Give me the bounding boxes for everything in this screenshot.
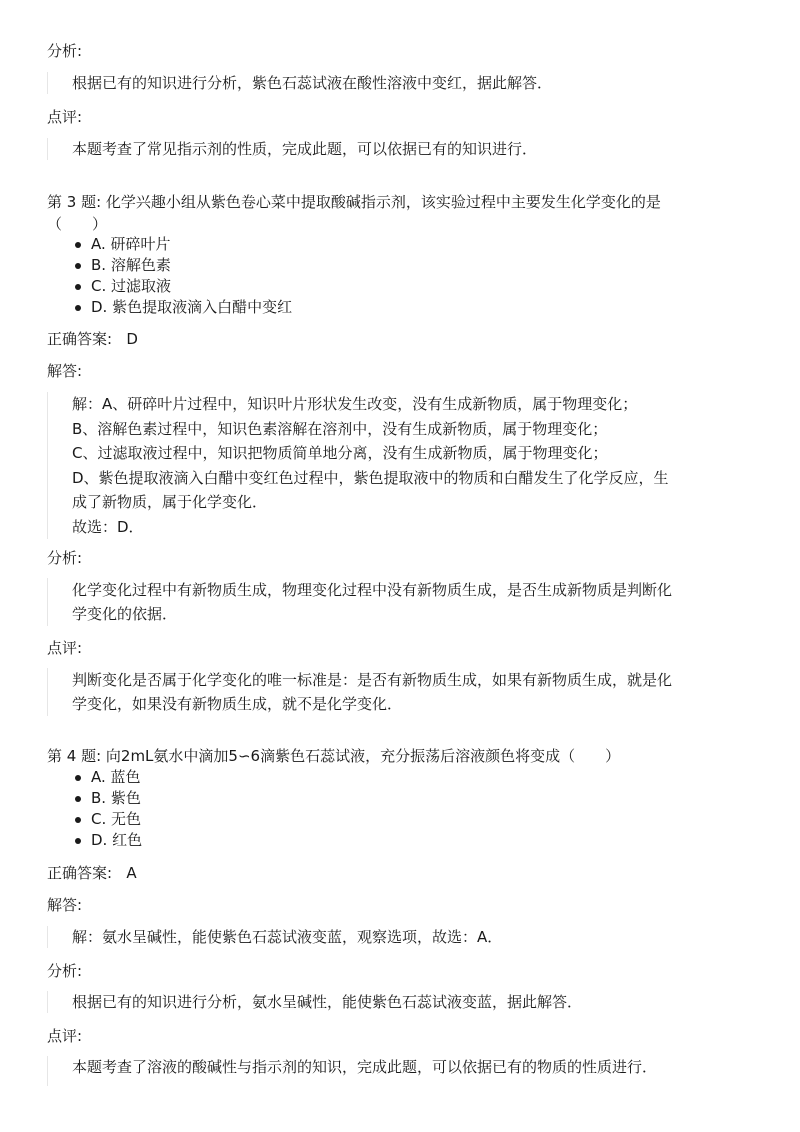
q3-answer-value: D xyxy=(126,330,138,348)
q3-question xyxy=(47,191,747,235)
q3-option-c: C. 过滤取液 xyxy=(47,276,292,297)
q2-comment-block xyxy=(47,138,747,160)
q2-analysis-label: 分析: xyxy=(47,42,83,60)
q4-option-c: C. 无色 xyxy=(47,809,142,830)
q3-solution-line: B、溶解色素过程中，知识色素溶解在溶剂中，没有生成新物质，属于物理变化； xyxy=(72,419,608,438)
q3-comment-line: 学变化，如果没有新物质生成，就不是化学变化． xyxy=(72,695,403,713)
q3-solution-line: 成了新物质，属于化学变化． xyxy=(72,493,268,511)
q3-solution-line: 故选：D． xyxy=(72,517,144,536)
q3-comment-label: 点评: xyxy=(47,639,83,657)
q4-analysis-block xyxy=(47,991,747,1013)
q4-options xyxy=(47,767,142,851)
q2-comment-label: 点评: xyxy=(47,108,83,126)
q4-comment-block xyxy=(47,1056,747,1086)
q3-comment-block xyxy=(47,668,747,716)
q4-option-d: D. 红色 xyxy=(47,830,142,851)
q4-option-a: A. 蓝色 xyxy=(47,767,142,788)
q4-answer-value: A xyxy=(126,864,137,882)
q3-option-a: A. 研碎叶片 xyxy=(47,234,292,255)
q4-solution-text: 解：氨水呈碱性，能使紫色石蕊试液变蓝，观察选项，故选：A． xyxy=(72,928,503,946)
q4-answer-label: 正确答案: xyxy=(47,864,113,882)
q3-answer-label: 正确答案: xyxy=(47,330,113,348)
q3-question-line2: （ ） xyxy=(47,215,108,233)
q3-option-b: B. 溶解色素 xyxy=(47,255,292,276)
q4-comment-label: 点评: xyxy=(47,1027,83,1045)
q3-option-d: D. 紫色提取液滴入白醋中变红 xyxy=(47,297,292,318)
q3-solution-line: C、过滤取液过程中，知识把物质简单地分离，没有生成新物质，属于物理变化； xyxy=(72,444,608,462)
q4-answer xyxy=(47,862,137,884)
q3-analysis-label: 分析: xyxy=(47,549,83,567)
q4-analysis-text: 根据已有的知识进行分析，氨水呈碱性，能使紫色石蕊试液变蓝，据此解答． xyxy=(72,993,583,1011)
q4-option-b: B. 紫色 xyxy=(47,788,142,809)
q3-options xyxy=(47,234,292,318)
q2-comment-text: 本题考查了常见指示剂的性质，完成此题，可以依据已有的知识进行． xyxy=(72,140,538,158)
q4-solution-label: 解答: xyxy=(47,896,83,914)
q2-analysis-text: 根据已有的知识进行分析，紫色石蕊试液在酸性溶液中变红，据此解答． xyxy=(72,74,553,92)
q3-question-line1: 第 3 题: 化学兴趣小组从紫色卷心菜中提取酸碱指示剂，该实验过程中主要发生化学变化的是 xyxy=(47,193,661,211)
q4-question-line1: 第 4 题: 向2mL氨水中滴加5∽6滴紫色石蕊试液，充分振荡后溶液颜色将变成（ ） xyxy=(47,747,621,765)
q4-analysis-label: 分析: xyxy=(47,962,83,980)
q4-comment-text: 本题考查了溶液的酸碱性与指示剂的知识，完成此题，可以依据已有的物质的性质进行． xyxy=(72,1058,658,1076)
q3-solution-label: 解答: xyxy=(47,362,83,380)
q2-analysis-block xyxy=(47,72,747,94)
q4-solution-block xyxy=(47,926,747,948)
q4-question xyxy=(47,745,747,767)
q3-solution-block xyxy=(47,392,747,539)
q3-solution-line: D、紫色提取液滴入白醋中变红色过程中，紫色提取液中的物质和白醋发生了化学反应，生 xyxy=(72,468,669,487)
q3-analysis-line: 学变化的依据． xyxy=(72,605,178,623)
q3-solution-line: 解：A、研碎叶片过程中，知识叶片形状发生改变，没有生成新物质，属于物理变化； xyxy=(72,395,638,413)
q3-comment-line: 判断变化是否属于化学变化的唯一标准是：是否有新物质生成，如果有新物质生成，就是化 xyxy=(72,671,673,689)
q3-analysis-line: 化学变化过程中有新物质生成，物理变化过程中没有新物质生成，是否生成新物质是判断化 xyxy=(72,581,673,599)
q3-analysis-block xyxy=(47,578,747,626)
q3-answer xyxy=(47,328,138,350)
